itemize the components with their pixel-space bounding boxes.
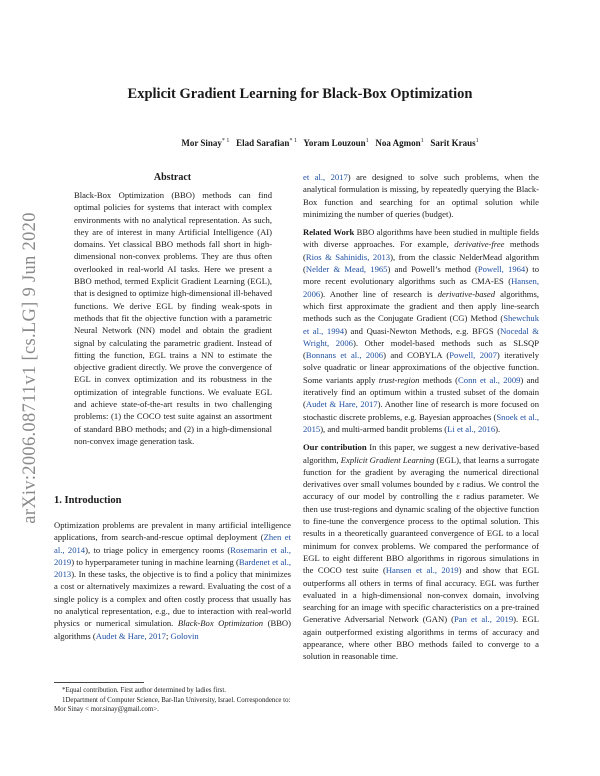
- body-text: ). Another line of research is: [320, 288, 438, 299]
- citation-link[interactable]: et al., 2017: [303, 172, 348, 182]
- body-emphasis: trust-region: [378, 374, 420, 385]
- citation-link[interactable]: Snoek et al., 2015: [303, 411, 540, 434]
- footnote-equal-contribution: *Equal contribution. First author determined by ladies first.: [62, 687, 227, 694]
- citation-link[interactable]: Nocedal & Wright, 2006: [303, 325, 539, 348]
- author-name: Yoram Louzoun: [303, 138, 366, 148]
- body-emphasis: Explicit Gradient Learning: [340, 454, 435, 465]
- author-affiliation-mark: 1: [365, 138, 369, 144]
- continuation-paragraph: [303, 171, 539, 220]
- body-text: ) and Quasi-Newton Methods, e.g. BFGS (: [344, 325, 501, 336]
- introduction-paragraph: [54, 519, 291, 642]
- body-text: ) to more recent evolutionary algorithms such as CMA-ES (: [303, 264, 539, 287]
- author-name: Mor Sinay: [181, 138, 222, 148]
- author-affiliation-mark: * 1: [221, 138, 230, 144]
- body-text: algorithms, which first approximate the gradient and then apply line-search methods such as the Conjugate Gradient (CG) Method (: [303, 288, 539, 324]
- author-name: Sarit Kraus: [430, 138, 476, 148]
- footnotes: [54, 686, 291, 715]
- body-emphasis: derivative-free: [454, 239, 505, 250]
- citation-link[interactable]: Pan et al., 2019: [454, 614, 514, 625]
- intro-text: ). In these tasks, the objective is to find a policy that minimizes a cost or alternatively maximizes a reward. Evaluating the cost of a single policy is a complex and often costly process that usually has no analytical representation, e.g., due to interaction with real-world physics or numerical simulation.: [54, 569, 291, 629]
- abstract-heading: Abstract: [153, 172, 192, 183]
- intro-text: ), to triage policy in emergency rooms (: [85, 544, 231, 555]
- body-text: ) and iteratively find an optimum within a trusted subset of the domain (: [303, 374, 539, 410]
- body-text: ). Other model-based methods such as SLSQP (: [303, 337, 540, 361]
- citation-link[interactable]: Conn et al., 2009: [458, 374, 521, 385]
- body-text: ), from the classic NelderMead algorithm (: [303, 251, 540, 275]
- body-text: ) are designed to solve such problems, when the analytical formulation is missing, by repeatedly querying the Black-Box function and searching for an optimal solution while minimizing the number of queries (budget).: [303, 172, 539, 219]
- citation-link[interactable]: Li et al., 2016: [447, 423, 496, 434]
- our-contribution-paragraph: [303, 441, 539, 662]
- body-text: ). EGL again outperformed existing algorithms in terms of accuracy and appearance, where other BBO methods failed to converge to a solution in reasonable time.: [303, 614, 539, 662]
- paper-title: Explicit Gradient Learning for Black-Box Optimization: [127, 86, 473, 102]
- citation-link[interactable]: Powell, 2007: [449, 350, 497, 361]
- body-text: In this paper, we suggest a new derivative-based algorithm,: [303, 442, 539, 465]
- body-text: methods (: [419, 374, 459, 385]
- arxiv-identifier-stamp: arXiv:2006.08711v1 [cs.LG] 9 Jun 2020: [20, 212, 40, 524]
- author-affiliation-mark: 1: [420, 138, 424, 144]
- footnote-affiliation: 1Department of Computer Science, Bar-Ilan University, Israel. Correspondence to: Mor Sinay < mor.sinay@gmail.com>.: [54, 696, 291, 713]
- citation-link[interactable]: Rios & Sahinidis, 2013: [305, 251, 391, 262]
- author-affiliation-mark: * 1: [289, 138, 297, 144]
- author-name: Noa Agmon: [375, 138, 421, 148]
- footnote-divider: [54, 682, 144, 683]
- our-contribution-heading: Our contribution: [303, 442, 367, 453]
- body-text: ) iteratively solve quadratic or linear approximations of the objective function. Some variants apply: [303, 350, 539, 385]
- body-text: ). Another line of research is more focused on stochastic discrete problems, e.g. Bayesian approaches (: [303, 399, 539, 422]
- author-list: [60, 138, 600, 148]
- citation-link[interactable]: Hansen et al., 2019: [385, 565, 459, 576]
- citation-link[interactable]: Audet & Hare, 2017: [95, 630, 166, 641]
- citation-link[interactable]: Shewchuk et al., 1994: [303, 313, 539, 336]
- body-text: ) and show that EGL outperforms all others in terms of final accuracy. EGL was further evaluated in a high-dimensional non-convex domain, involving searching for an image with specific characteristics on a pre-trained Generative Adversarial Network (GAN) (: [303, 565, 539, 625]
- right-column: [303, 171, 539, 669]
- abstract-body: Black-Box Optimization (BBO) methods can find optimal policies for systems that interact with complex environments with no analytical representation. As such, they are of interest in many Artificial Intelligence (AI) domains. Yet classical BBO methods fall short in high-dimensional non-convex problems. They are thus often overlooked in real-world AI tasks. Here we present a BBO method, termed Explicit Gradient Learning (EGL), that is designed to optimize high-dimensional ill-behaved functions. We derive EGL by finding weak-spots in methods that fit the objective function with a parametric Neural Network (NN) model and obtain the gradient signal by calculating the parametric gradient. Instead of fitting the function, EGL trains a NN to estimate the objective gradient directly. We prove the convergence of EGL in convex optimization and its robustness in the optimization of integrable functions. We evaluate EGL and achieve state-of-the-art results in two challenging problems: (1) the COCO test suite against an assortment of standard BBO methods; and (2) in a high-dimensional non-convex image generation task.: [74, 190, 272, 446]
- citation-link[interactable]: Bonnans et al., 2006: [305, 350, 384, 361]
- citation-link[interactable]: Bardenet et al., 2013: [54, 556, 291, 580]
- intro-emphasis: Black-Box Optimization: [177, 618, 264, 629]
- section-heading-introduction: 1. Introduction: [54, 495, 122, 506]
- related-work-heading: Related Work: [303, 227, 355, 238]
- body-text: ).: [495, 423, 501, 434]
- related-work-paragraph: [303, 226, 539, 435]
- citation-link[interactable]: Powell, 1964: [477, 264, 526, 275]
- body-text: ), and multi-armed bandit problems (: [320, 423, 448, 434]
- citation-link[interactable]: Nelder & Mead, 1965: [305, 264, 388, 275]
- citation-link[interactable]: Zhen et al., 2014: [54, 532, 291, 555]
- citation-link[interactable]: Rosemarin et al., 2019: [54, 544, 291, 567]
- author-affiliation-mark: 1: [475, 138, 479, 144]
- body-text: (EGL), that learns a surrogate function for the gradient by averaging the numerical directional derivatives over small volumes bounded by ε radius. We control the accuracy of our model by controlling the ε radius parameter. We then use trust-regions and dynamic scaling of the objective function to fine-tune the convergence process to the optimal solution. This results in a theoretically guaranteed convergence of EGL to a local minimum for convex problems. We compared the performance of EGL to eight different BBO algorithms in rigorous simulations in the COCO test suite (: [303, 454, 540, 576]
- body-text: ) and COBYLA (: [383, 350, 450, 361]
- citation-link[interactable]: Audet & Hare, 2017: [305, 399, 378, 410]
- intro-text: ) to hyperparameter tuning in machine learning (: [71, 556, 239, 567]
- intro-text: ;: [165, 630, 171, 641]
- citation-link[interactable]: Golovin: [170, 630, 199, 641]
- author-name: Elad Sarafian: [236, 138, 290, 148]
- intro-text: (BBO) algorithms (: [54, 618, 291, 641]
- body-text: BBO algorithms have been studied in multiple fields with diverse approaches. For example,: [303, 227, 539, 250]
- citation-link[interactable]: Hansen, 2006: [303, 276, 539, 299]
- body-text: methods (: [303, 239, 539, 262]
- body-emphasis: derivative-based: [437, 288, 495, 299]
- intro-text: Optimization problems are prevalent in many artificial intelligence applications, from search-and-rescue optimal deployment (: [54, 520, 291, 543]
- body-text: ) and Powell’s method (: [387, 264, 478, 275]
